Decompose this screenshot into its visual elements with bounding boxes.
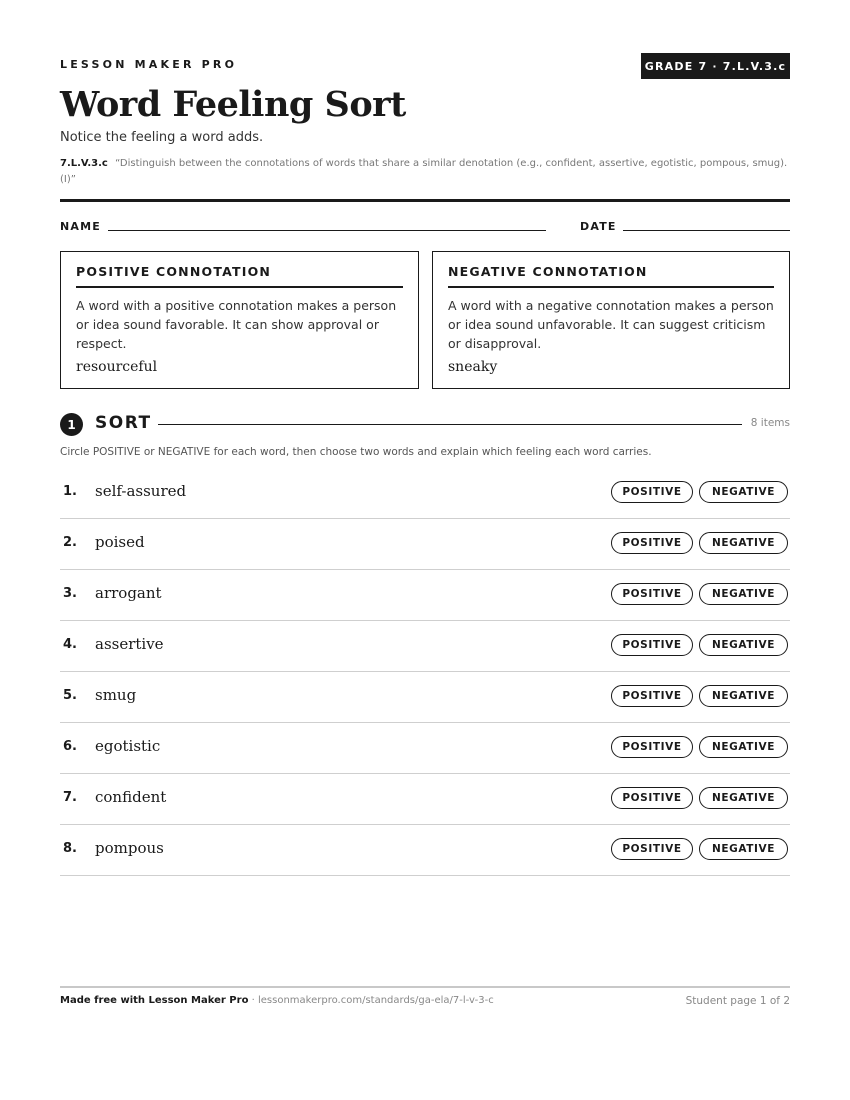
negative-choice[interactable]: NEGATIVE [699, 685, 788, 707]
item-number: 7. [63, 790, 77, 805]
positive-choice[interactable]: POSITIVE [611, 787, 693, 809]
sort-item [60, 723, 790, 774]
footer-credit [60, 995, 494, 1006]
sort-item [60, 519, 790, 570]
positive-choice[interactable]: POSITIVE [611, 838, 693, 860]
footer-made-with: Made free with Lesson Maker Pro [60, 995, 249, 1006]
positive-choice[interactable]: POSITIVE [611, 583, 693, 605]
item-word: assertive [95, 635, 164, 653]
positive-choice[interactable]: POSITIVE [611, 685, 693, 707]
positive-connotation-box [60, 251, 419, 389]
negative-connotation-box [432, 251, 790, 389]
name-field[interactable] [108, 230, 546, 231]
date-label: DATE [580, 220, 617, 233]
negative-choice[interactable]: NEGATIVE [699, 481, 788, 503]
negative-choice[interactable]: NEGATIVE [699, 787, 788, 809]
sort-item [60, 468, 790, 519]
grade-badge: GRADE 7 · 7.L.V.3.c [641, 53, 790, 79]
item-number: 8. [63, 841, 77, 856]
positive-example: resourceful [76, 359, 158, 375]
negative-choice[interactable]: NEGATIVE [699, 634, 788, 656]
section-instructions: Circle POSITIVE or NEGATIVE for each word, then choose two words and explain which feeling each word carries. [60, 446, 652, 458]
item-number: 6. [63, 739, 77, 754]
section-rule [158, 424, 742, 425]
page-subtitle: Notice the feeling a word adds. [60, 130, 264, 145]
positive-choice[interactable]: POSITIVE [611, 532, 693, 554]
brand-name: LESSON MAKER PRO [60, 58, 238, 71]
negative-definition: A word with a negative connotation makes a person or idea sound unfavorable. It can suggest criticism or disapproval. [448, 298, 774, 351]
positive-choice[interactable]: POSITIVE [611, 481, 693, 503]
standard-code: 7.L.V.3.c [60, 158, 108, 169]
negative-choice[interactable]: NEGATIVE [699, 532, 788, 554]
sort-item [60, 570, 790, 621]
section-number-badge: 1 [60, 413, 83, 436]
item-word: smug [95, 686, 137, 704]
sort-item-list [60, 468, 790, 876]
footer-separator: · [251, 995, 258, 1006]
date-field[interactable] [623, 230, 790, 231]
standard-text: “Distinguish between the connotations of words that share a similar denotation (e.g., confident, assertive, egotistic, pompous, smug). (I)” [60, 158, 788, 185]
negative-box-title: NEGATIVE CONNOTATION [448, 264, 774, 288]
sort-item [60, 825, 790, 876]
sort-item [60, 672, 790, 723]
page-indicator: Student page 1 of 2 [685, 995, 790, 1007]
item-number: 3. [63, 586, 77, 601]
item-number: 4. [63, 637, 77, 652]
page-title: Word Feeling Sort [60, 84, 406, 125]
item-word: arrogant [95, 584, 162, 602]
positive-choice[interactable]: POSITIVE [611, 634, 693, 656]
item-word: poised [95, 533, 145, 551]
sort-item [60, 774, 790, 825]
standard-description [60, 156, 790, 188]
item-number: 2. [63, 535, 77, 550]
sort-item [60, 621, 790, 672]
positive-box-title: POSITIVE CONNOTATION [76, 264, 403, 288]
negative-choice[interactable]: NEGATIVE [699, 583, 788, 605]
item-word: egotistic [95, 737, 161, 755]
section-title: SORT [95, 413, 152, 433]
header-divider [60, 199, 790, 202]
item-number: 1. [63, 484, 77, 499]
footer-divider [60, 986, 790, 988]
negative-choice[interactable]: NEGATIVE [699, 736, 788, 758]
item-word: self-assured [95, 482, 187, 500]
item-count: 8 items [750, 417, 790, 429]
negative-choice[interactable]: NEGATIVE [699, 838, 788, 860]
item-word: confident [95, 788, 167, 806]
positive-choice[interactable]: POSITIVE [611, 736, 693, 758]
item-word: pompous [95, 839, 164, 857]
footer-url[interactable]: lessonmakerpro.com/standards/ga-ela/7-l-v-3-c [257, 995, 494, 1006]
negative-example: sneaky [448, 359, 498, 375]
item-number: 5. [63, 688, 77, 703]
name-label: NAME [60, 220, 101, 233]
positive-definition: A word with a positive connotation makes a person or idea sound favorable. It can show approval or respect. [76, 298, 397, 351]
